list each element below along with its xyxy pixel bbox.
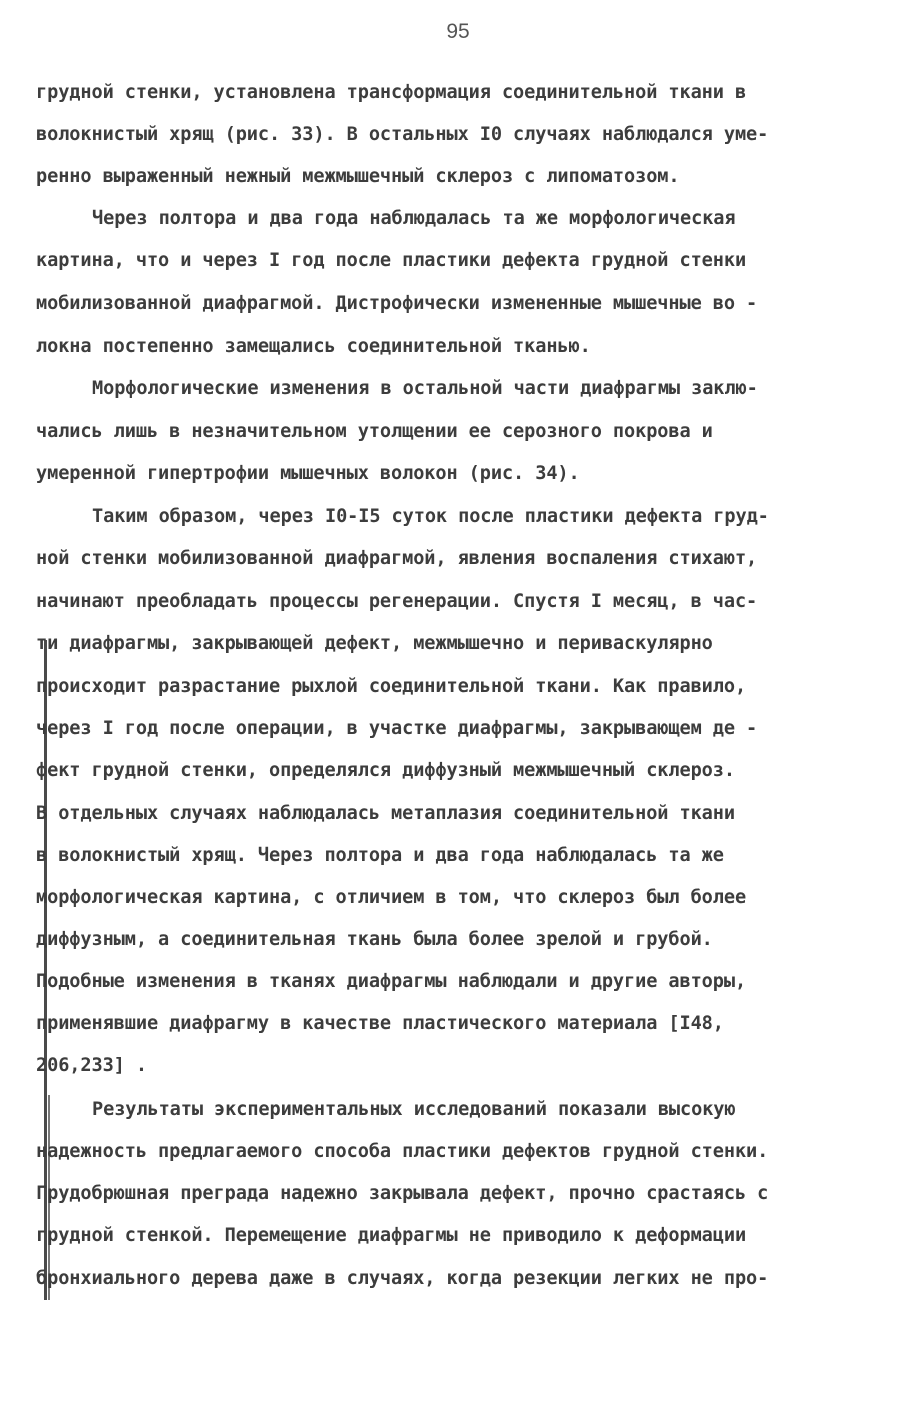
- text-line: в волокнистый хрящ. Через полтора и два года наблюдалась та же: [36, 845, 724, 866]
- text-line: волокнистый хрящ (рис. 33). В остальных I0 случаях наблюдался уме-: [36, 124, 769, 145]
- text-line: Таким образом, через I0-I5 суток после пластики дефекта груд-: [92, 506, 769, 527]
- text-line: происходит разрастание рыхлой соединительной ткани. Как правило,: [36, 676, 747, 697]
- text-line: Морфологические изменения в остальной части диафрагмы заклю-: [92, 378, 758, 399]
- text-line: ной стенки мобилизованной диафрагмой, явления воспаления стихают,: [36, 548, 758, 569]
- text-line: грудной стенки, установлена трансформация соединительной ткани в: [36, 82, 747, 103]
- text-line: морфологическая картина, с отличием в том, что склероз был более: [36, 887, 747, 908]
- text-line: ти диафрагмы, закрывающей дефект, межмышечно и периваскулярно: [36, 633, 713, 654]
- text-line: умеренной гипертрофии мышечных волокон (рис. 34).: [36, 463, 580, 484]
- text-line: локна постепенно замещались соединительной тканью.: [36, 336, 591, 357]
- text-line: ренно выраженный нежный межмышечный склероз с липоматозом.: [36, 166, 680, 187]
- text-line: 206,233] .: [36, 1055, 147, 1076]
- page-number: 95: [446, 20, 470, 43]
- text-line: чались лишь в незначительном утолщении ее серозного покрова и: [36, 421, 713, 442]
- text-line: применявшие диафрагму в качестве пластического материала [I48,: [36, 1013, 724, 1034]
- text-line: диффузным, а соединительная ткань была более зрелой и грубой.: [36, 929, 713, 950]
- text-line: через I год после операции, в участке диафрагмы, закрывающем де -: [36, 718, 758, 739]
- text-line: Грудобрюшная преграда надежно закрывала дефект, прочно срастаясь с: [36, 1183, 769, 1204]
- text-line: фект грудной стенки, определялся диффузный межмышечный склероз.: [36, 760, 735, 781]
- text-line: мобилизованной диафрагмой. Дистрофически измененные мышечные во -: [36, 293, 758, 314]
- text-line: Подобные изменения в тканях диафрагмы наблюдали и другие авторы,: [36, 971, 747, 992]
- text-line: В отдельных случаях наблюдалась метаплазия соединительной ткани: [36, 803, 735, 824]
- text-line: надежность предлагаемого способа пластики дефектов грудной стенки.: [36, 1141, 769, 1162]
- text-line: Результаты экспериментальных исследований показали высокую: [92, 1099, 736, 1120]
- text-line: бронхиального дерева даже в случаях, когда резекции легких не про-: [36, 1268, 769, 1289]
- text-line: картина, что и через I год после пластики дефекта грудной стенки: [36, 250, 747, 271]
- text-line: начинают преобладать процессы регенерации. Спустя I месяц, в час-: [36, 591, 758, 612]
- text-line: Через полтора и два года наблюдалась та же морфологическая: [92, 208, 736, 229]
- text-line: грудной стенкой. Перемещение диафрагмы не приводило к деформации: [36, 1225, 747, 1246]
